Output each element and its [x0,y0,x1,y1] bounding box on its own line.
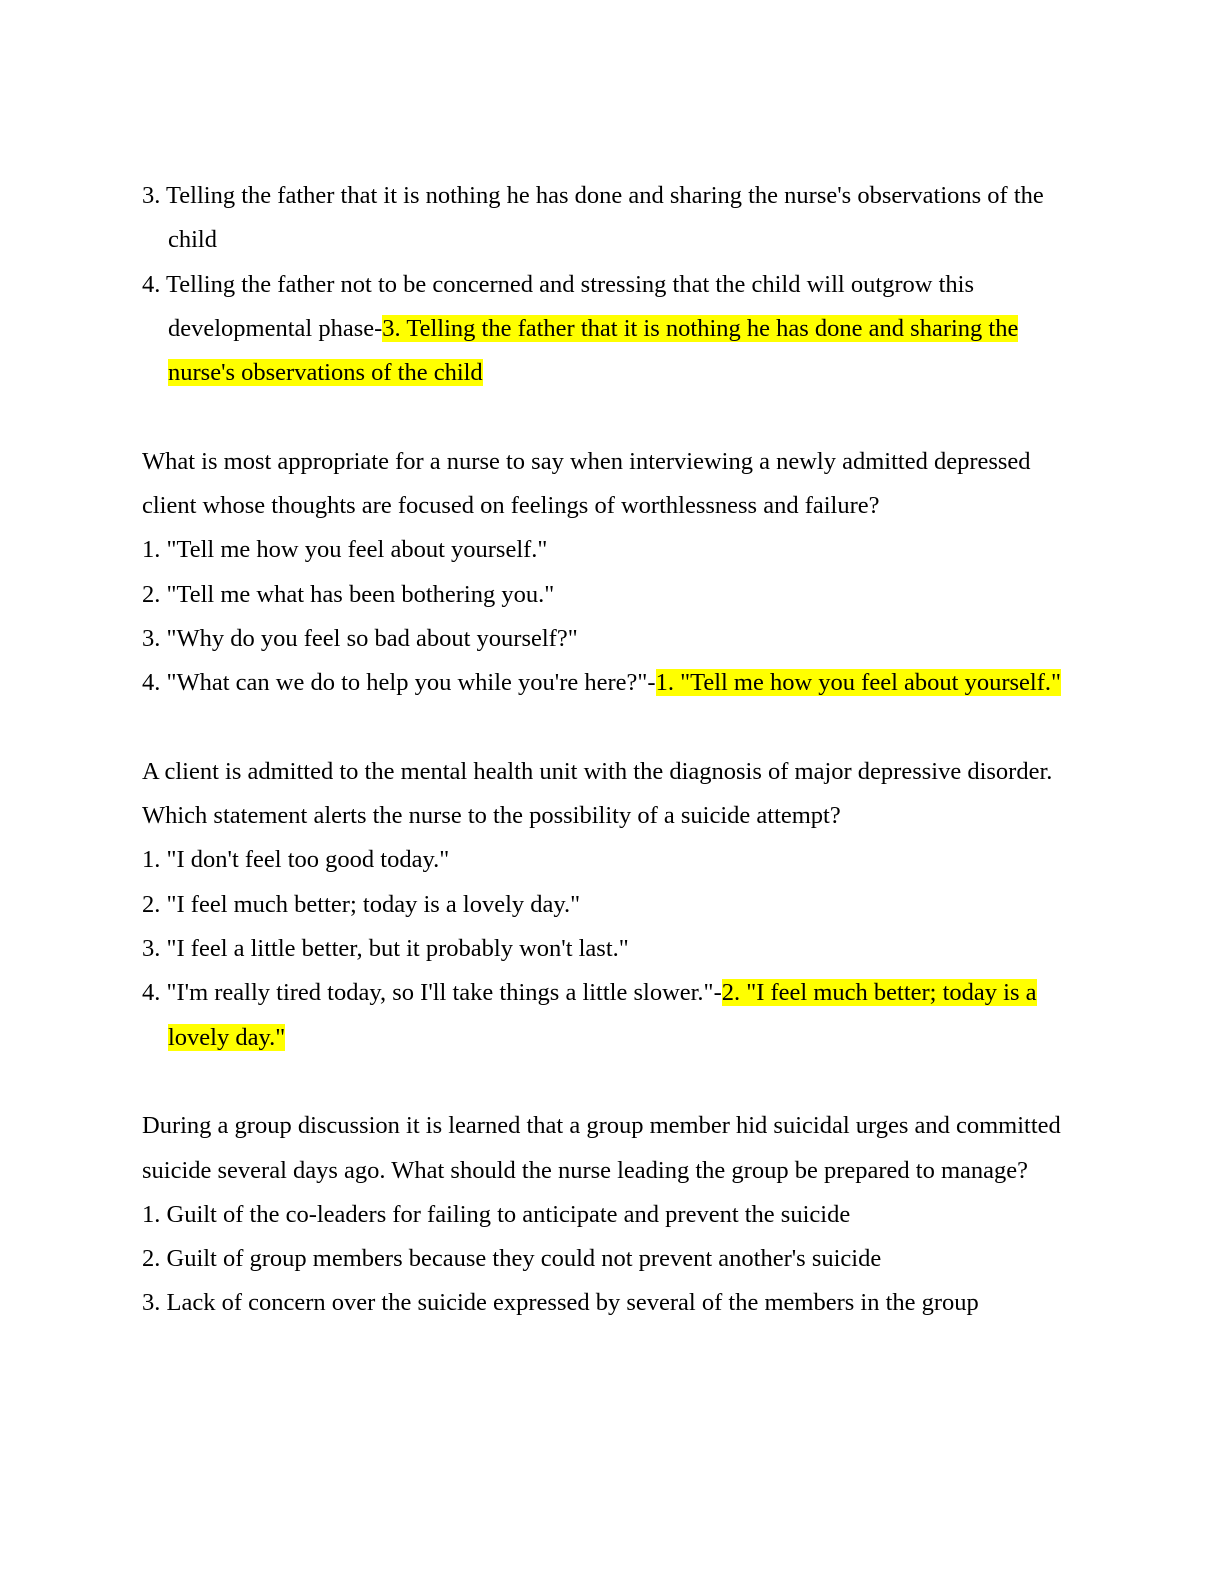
option-item: 1. "Tell me how you feel about yourself." [142,536,548,564]
option-item: 2. "Tell me what has been bothering you." [142,580,555,608]
option-text: 4. "I'm really tired today, so I'll take things a little slower."- [142,979,722,1007]
option-item [142,971,1072,1060]
highlighted-answer: 1. "Tell me how you feel about yourself." [655,669,1061,697]
option-item [142,263,1072,396]
option-item: 3. Telling the father that it is nothing he has done and sharing the nurse's observations of the child [142,182,1044,254]
paragraph-gap [142,395,1072,439]
question-text: What is most appropriate for a nurse to say when interviewing a newly admitted depressed client whose thoughts are focused on feelings of worthlessness and failure? [142,447,1031,520]
option-item: 2. "I feel much better; today is a lovely day." [142,890,581,918]
option-item: 3. "Why do you feel so bad about yourself?" [142,624,578,652]
highlighted-answer: 2. "I feel much better; today is a lovely day." [168,979,1037,1051]
option-text: 4. Telling the father not to be concerned and stressing that the child will outgrow this developmental phase- [142,270,975,342]
document-content [142,174,1072,1326]
question-text: During a group discussion it is learned that a group member hid suicidal urges and committed suicide several days ago. What should the nurse leading the group be prepared to manage? [142,1112,1061,1184]
paragraph-gap [142,1060,1072,1104]
option-item: 2. Guilt of group members because they could not prevent another's suicide [142,1245,882,1273]
option-item [142,661,1072,705]
option-item: 1. Guilt of the co-leaders for failing to anticipate and prevent the suicide [142,1200,851,1228]
question-text: A client is admitted to the mental health unit with the diagnosis of major depressive disorder. Which statement alerts the nurse to the possibility of a suicide attempt? [142,757,1053,830]
option-item: 3. Lack of concern over the suicide expressed by several of the members in the group [142,1289,979,1317]
option-text: 4. "What can we do to help you while you're here?"- [142,669,656,697]
paragraph-gap [142,706,1072,750]
option-item: 1. "I don't feel too good today." [142,846,450,874]
option-item: 3. "I feel a little better, but it probably won't last." [142,935,629,963]
highlighted-answer: 3. Telling the father that it is nothing he has done and sharing the nurse's observations of the child [168,314,1019,387]
